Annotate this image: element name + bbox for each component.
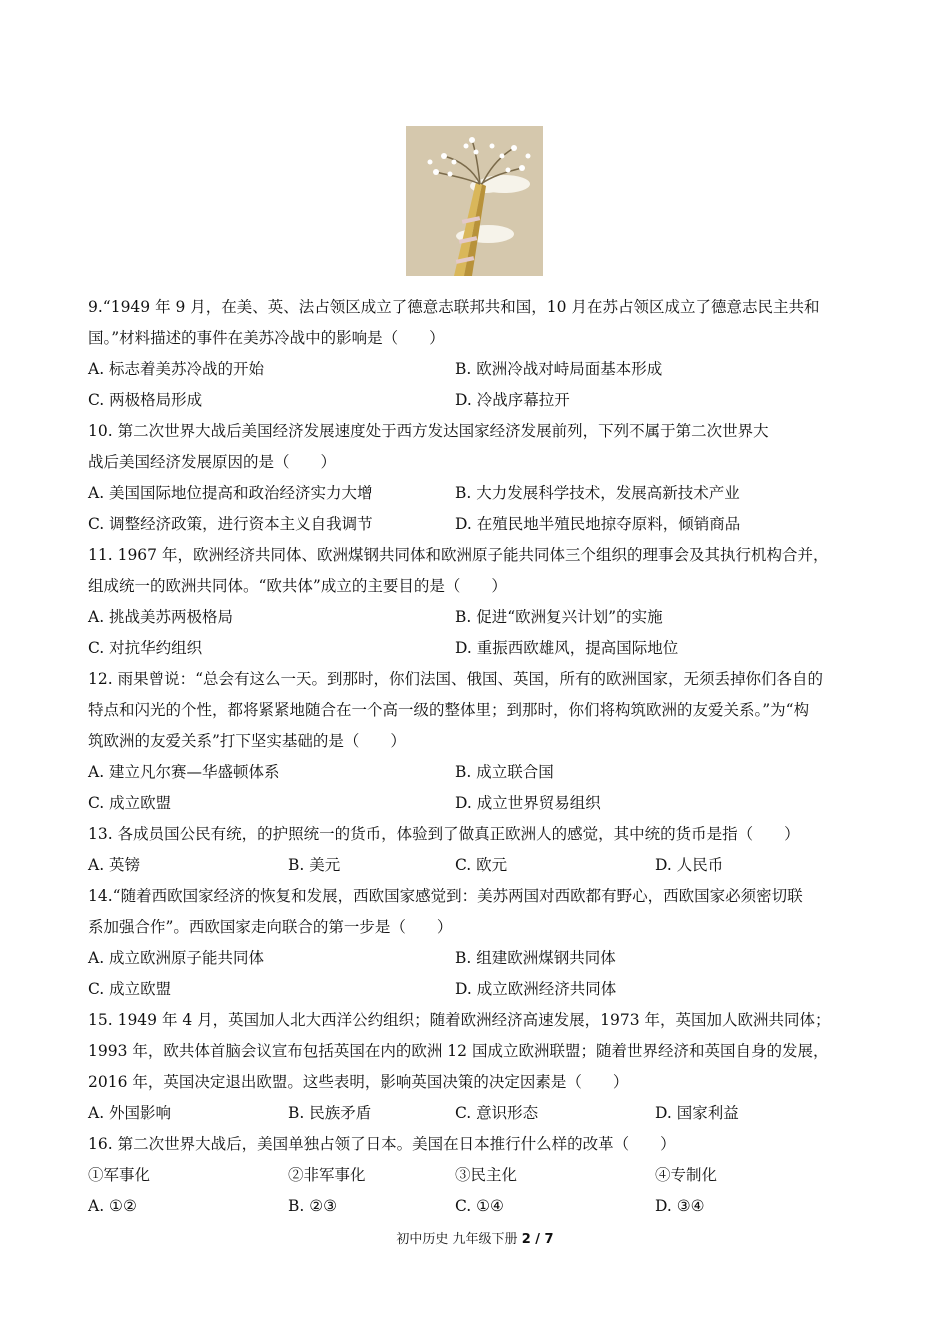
option-d[interactable]: D. 成立欧洲经济共同体 — [455, 980, 617, 998]
option-a[interactable]: A. 外国影响 — [88, 1104, 172, 1122]
option-b[interactable]: B. 美元 — [288, 856, 341, 874]
option-a[interactable]: A. ①② — [88, 1197, 137, 1215]
question-stem: 12. 雨果曾说：“总会有这么一天。到那时，你们法国、俄国、英国，所有的欧洲国家，无须丢掉你们各自的 — [88, 670, 824, 688]
options-row — [88, 478, 868, 509]
items-row — [88, 1160, 868, 1191]
option-c[interactable]: C. 成立欧盟 — [88, 794, 172, 812]
options-row — [88, 1191, 868, 1222]
question-stem: 筑欧洲的友爱关系”打下坚实基础的是（ ） — [88, 732, 406, 750]
tree-illustration — [406, 126, 543, 276]
tree-illustration-svg — [406, 126, 543, 276]
option-b[interactable]: B. 大力发展科学技术，发展高新技术产业 — [455, 484, 740, 502]
question-stem: 16. 第二次世界大战后，美国单独占领了日本。美国在日本推行什么样的改革（ ） — [88, 1135, 676, 1153]
item-2: ②非军事化 — [288, 1166, 366, 1184]
question-list — [88, 292, 868, 1222]
option-c[interactable]: C. ①④ — [455, 1197, 504, 1215]
options-row — [88, 943, 868, 974]
option-a[interactable]: A. 建立凡尔赛—华盛顿体系 — [88, 763, 280, 781]
option-a[interactable]: A. 成立欧洲原子能共同体 — [88, 949, 265, 967]
question-stem: 1993 年，欧共体首脑会议宣布包括英国在内的欧洲 12 国成立欧洲联盟；随着世界经济和英国自身的发展， — [88, 1042, 829, 1060]
question-stem: 10. 第二次世界大战后美国经济发展速度处于西方发达国家经济发展前列，下列不属于第二次世界大 — [88, 422, 769, 440]
option-d[interactable]: D. 在殖民地半殖民地掠夺原料，倾销商品 — [455, 515, 741, 533]
options-row — [88, 974, 868, 1005]
question-stem: 9.“1949 年 9 月，在美、英、法占领区成立了德意志联邦共和国，10 月在苏占领区成立了德意志民主共和 — [88, 298, 820, 316]
options-row — [88, 602, 868, 633]
question-stem: 组成统一的欧洲共同体。“欧共体”成立的主要目的是（ ） — [88, 577, 507, 595]
item-3: ③民主化 — [455, 1166, 518, 1184]
option-d[interactable]: D. 成立世界贸易组织 — [455, 794, 601, 812]
page-number: 2 / 7 — [521, 1232, 554, 1247]
option-b[interactable]: B. 民族矛盾 — [288, 1104, 372, 1122]
question-stem: 特点和闪光的个性，都将紧紧地随合在一个高一级的整体里；到那时，你们将构筑欧洲的友爱关系。”为“构 — [88, 701, 810, 719]
question-stem: 15. 1949 年 4 月，英国加人北大西洋公约组织；随着欧洲经济高速发展，1973 年，英国加人欧洲共同体； — [88, 1011, 831, 1029]
option-b[interactable]: B. 促进“欧洲复兴计划”的实施 — [455, 608, 663, 626]
option-c[interactable]: C. 两极格局形成 — [88, 391, 203, 409]
option-c[interactable]: C. 调整经济政策，进行资本主义自我调节 — [88, 515, 373, 533]
question-stem: 国。”材料描述的事件在美苏冷战中的影响是（ ） — [88, 329, 445, 347]
question-stem: 2016 年，英国决定退出欧盟。这些表明，影响英国决策的决定因素是（ ） — [88, 1073, 629, 1091]
option-a[interactable]: A. 标志着美苏冷战的开始 — [88, 360, 265, 378]
options-row — [88, 509, 868, 540]
options-row — [88, 633, 868, 664]
option-d[interactable]: D. 人民币 — [655, 856, 724, 874]
option-a[interactable]: A. 英镑 — [88, 856, 141, 874]
option-c[interactable]: C. 成立欧盟 — [88, 980, 172, 998]
option-d[interactable]: D. 冷战序幕拉开 — [455, 391, 570, 409]
question-stem: 11. 1967 年，欧洲经济共同体、欧洲煤钢共同体和欧洲原子能共同体三个组织的理事会及其执行机构合并， — [88, 546, 829, 564]
question-stem: 13. 各成员国公民有统，的护照统一的货币，体验到了做真正欧洲人的感觉，其中统的货币是指（ ） — [88, 825, 800, 843]
options-row — [88, 385, 868, 416]
options-row — [88, 850, 868, 881]
option-a[interactable]: A. 美国国际地位提高和政治经济实力大增 — [88, 484, 373, 502]
question-stem: 系加强合作”。西欧国家走向联合的第一步是（ ） — [88, 918, 453, 936]
option-b[interactable]: B. ②③ — [288, 1197, 338, 1215]
option-b[interactable]: B. 欧洲冷战对峙局面基本形成 — [455, 360, 663, 378]
options-row — [88, 354, 868, 385]
footer-text: 初中历史 九年级下册 — [396, 1232, 522, 1247]
options-row — [88, 788, 868, 819]
item-4: ④专制化 — [655, 1166, 718, 1184]
question-stem: 14.“随着西欧国家经济的恢复和发展，西欧国家感觉到：美苏两国对西欧都有野心，西欧国家必须密切联 — [88, 887, 803, 905]
page-footer — [0, 1228, 950, 1247]
option-b[interactable]: B. 成立联合国 — [455, 763, 554, 781]
item-1: ①军事化 — [88, 1166, 151, 1184]
option-c[interactable]: C. 意识形态 — [455, 1104, 539, 1122]
option-a[interactable]: A. 挑战美苏两极格局 — [88, 608, 234, 626]
option-d[interactable]: D. 重振西欧雄风，提高国际地位 — [455, 639, 679, 657]
question-stem: 战后美国经济发展原因的是（ ） — [88, 453, 337, 471]
option-d[interactable]: D. 国家利益 — [655, 1104, 739, 1122]
options-row — [88, 757, 868, 788]
option-c[interactable]: C. 欧元 — [455, 856, 508, 874]
options-row — [88, 1098, 868, 1129]
option-c[interactable]: C. 对抗华约组织 — [88, 639, 203, 657]
option-b[interactable]: B. 组建欧洲煤钢共同体 — [455, 949, 616, 967]
option-d[interactable]: D. ③④ — [655, 1197, 705, 1215]
